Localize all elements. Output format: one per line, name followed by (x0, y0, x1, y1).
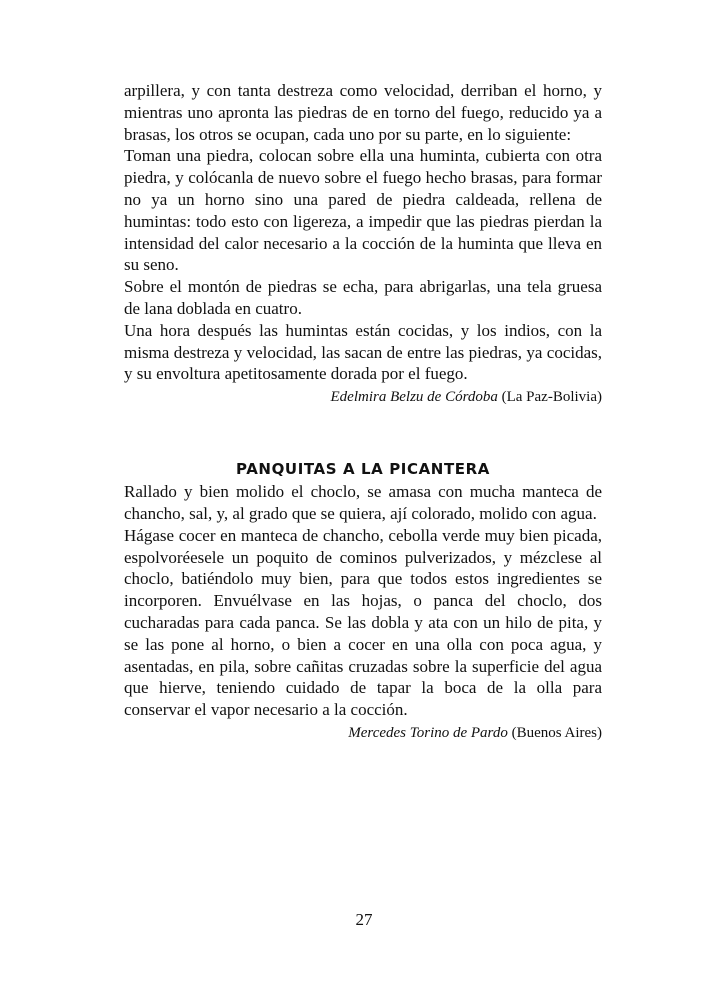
recipe-title: PANQUITAS A LA PICANTERA (236, 460, 490, 479)
paragraph: Sobre el montón de piedras se echa, para abrigarlas, una tela gruesa de lana doblada en cuatro. (124, 277, 602, 318)
author-name: Edelmira Belzu de Córdoba (330, 389, 498, 406)
attribution (124, 723, 602, 743)
recipe-section-1 (124, 80, 602, 407)
author-name: Mercedes Torino de Pardo (348, 724, 508, 741)
recipe-section-2 (124, 459, 602, 743)
page-content (124, 80, 602, 743)
page-number: 27 (355, 910, 373, 929)
paragraph: Hágase cocer en manteca de chancho, cebolla verde muy bien picada, espolvoréesele un poquito de cominos pulverizados, y mézclese al choclo, batiéndolo muy bien, para que todos estos ingredientes se incorporen. Envuélvase en las hojas, o panca del choclo, dos cucharadas para cada panca. Se las dobla y ata con un hilo de pita, y se las pone al horno, o bien a cocer en una olla con poca agua, y asentadas, en pila, sobre cañitas cruzadas sobre la superficie del agua que hierve, teniendo cuidado de tapar la boca de la olla para conservar el vapor necesario a la cocción. (124, 525, 602, 720)
attribution (124, 387, 602, 407)
paragraph: Una hora después las humintas están cocidas, y los indios, con la misma destreza y velocidad, las sacan de entre las piedras, ya cocidas, y su envoltura apetitosamente dorada por el fuego. (124, 320, 602, 384)
paragraph: arpillera, y con tanta destreza como velocidad, derriban el horno, y mientras uno apronta las piedras de en torno del fuego, reducido ya a brasas, los otros se ocupan, cada uno por su parte, en lo siguiente: (124, 81, 602, 144)
author-place: (Buenos Aires) (507, 724, 602, 741)
section-spacer (124, 407, 602, 459)
author-place: (La Paz-Bolivia) (497, 389, 602, 406)
paragraph: Toman una piedra, colocan sobre ella una huminta, cubierta con otra piedra, y colócanla de nuevo sobre el fuego hecho brasas, para formar no ya un horno sino una pared de piedra caldeada, rellena de humintas: todo esto con ligereza, a impedir que las piedras pierdan la intensidad del calor necesario a la cocción de la huminta que lleva en su seno. (124, 146, 602, 275)
paragraph: Rallado y bien molido el choclo, se amasa con mucha manteca de chancho, sal, y, al grado que se quiera, ají colorado, molido con agua. (124, 482, 602, 523)
